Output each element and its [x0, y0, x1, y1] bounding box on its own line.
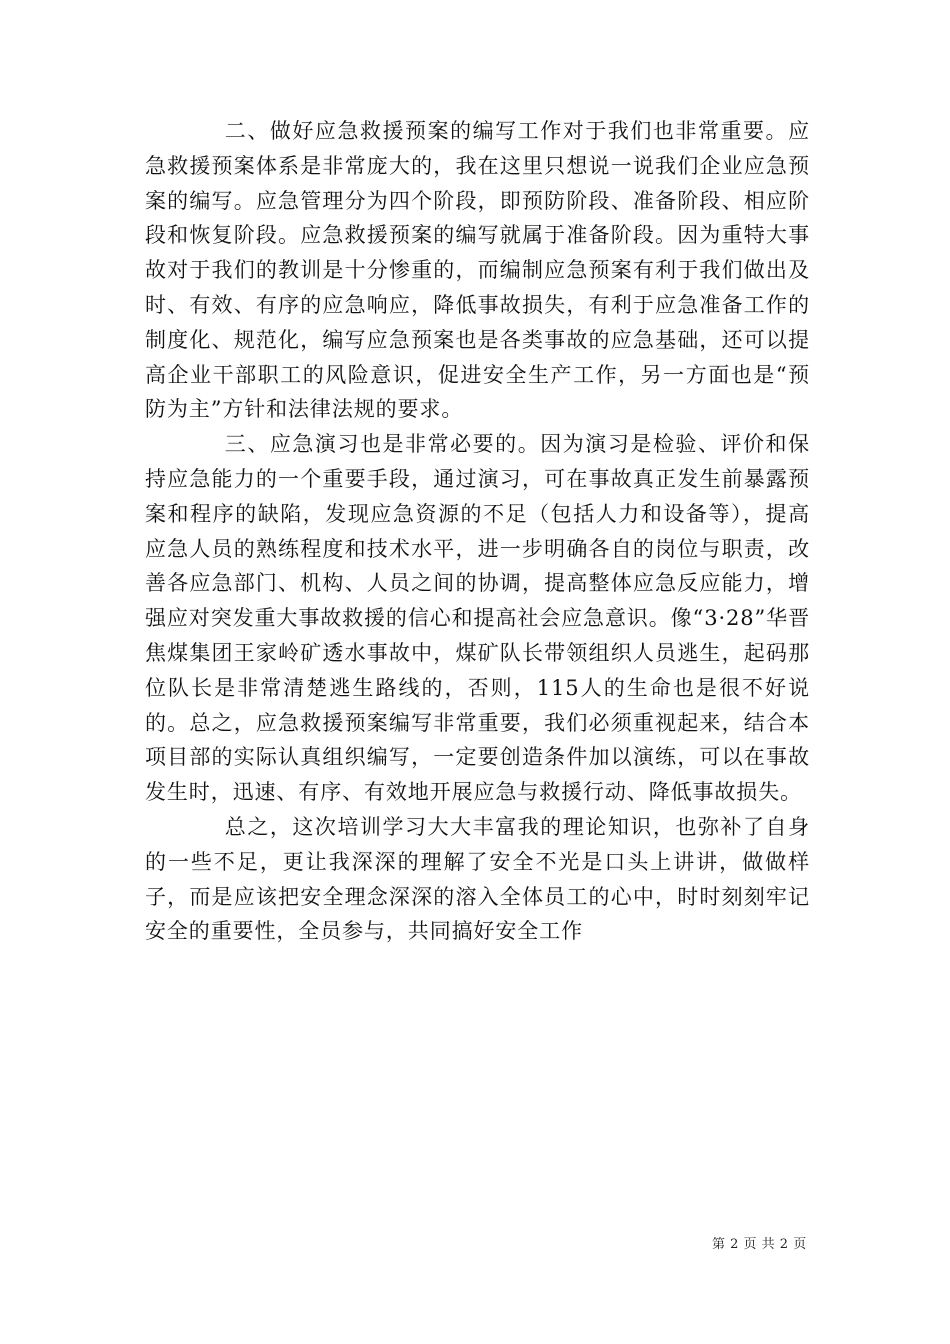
paragraph-emergency-plan: 二、做好应急救援预案的编写工作对于我们也非常重要。应急救援预案体系是非常庞大的，我在这里只想说一说我们企业应急预案的编写。应急管理分为四个阶段，即预防阶段、准备阶段、相应阶段和恢复阶段。应急救援预案的编写就属于准备阶段。因为重特大事故对于我们的教训是十分惨重的，而编制应急预案有利于我们做出及时、有效、有序的应急响应，降低事故损失，有利于应急准备工作的制度化、规范化，编写应急预案也是各类事故的应急基础，还可以提高企业干部职工的风险意识，促进安全生产工作，另一方面也是“预防为主”方针和法律法规的要求。: [145, 119, 810, 422]
paragraph-emergency-drill: 三、应急演习也是非常必要的。因为演习是检验、评价和保持应急能力的一个重要手段，通过演习，可在事故真正发生前暴露预案和程序的缺陷，发现应急资源的不足（包括人力和设备等），提高应急人员的熟练程度和技术水平，进一步明确各自的岗位与职责，改善各应急部门、机构、人员之间的协调，提高整体应急反应能力，增强应对突发重大事故救援的信心和提高社会应急意识。像“3·28”华晋焦煤集团王家岭矿透水事故中，煤矿队长带领组织人员逃生，起码那位队长是非常清楚逃生路线的，否则，115人的生命也是很不好说的。总之，应急救援预案编写非常重要，我们必须重视起来，结合本项目部的实际认真组织编写，一定要创造条件加以演练，可以在事故发生时，迅速、有序、有效地开展应急与救援行动、降低事故损失。: [145, 432, 810, 805]
page-number-footer: 第 2 页 共 2 页: [712, 1237, 807, 1252]
paragraph-summary: 总之，这次培训学习大大丰富我的理论知识，也弥补了自身的一些不足，更让我深深的理解了安全不光是口头上讲讲，做做样子，而是应该把安全理念深深的溶入全体员工的心中，时时刻刻牢记安全的重要性，全员参与，共同搞好安全工作: [145, 814, 810, 944]
document-body: [145, 114, 810, 949]
